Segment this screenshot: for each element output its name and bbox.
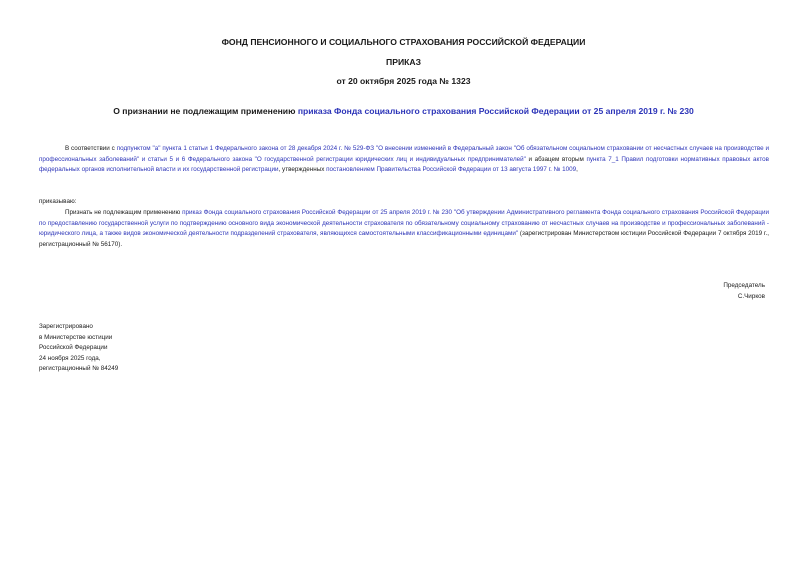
document-title xyxy=(0,106,807,117)
document-date-number: от 20 октября 2025 года № 1323 xyxy=(336,76,471,86)
registration-line: Зарегистрировано xyxy=(39,323,93,330)
registration-line: 24 ноября 2025 года, xyxy=(39,354,101,362)
title-link[interactable]: приказа Фонда социального страхования Российской Федерации от 25 апреля 2019 г. № 230 xyxy=(297,106,694,116)
basis-link-law[interactable]: подпунктом "а" пункта 1 статьи 1 Федерального закона от 28 декабря 2024 г. № 529-ФЗ "О внесении изменений в Федеральный закон "Об обязательном социальном страховании от несчастных случаев на производстве и профессиональных заболеваний" и статьи 5 и 6 Федерального закона "О государственной регистрации юридических лиц и индивидуальных предпринимателей" xyxy=(39,145,770,163)
registration-line: Российской Федерации xyxy=(39,344,108,351)
basis-link-decree[interactable]: постановлением Правительства Российской Федерации от 13 августа 1997 г. № 1009 xyxy=(326,166,577,174)
basis-link-rules[interactable]: пункта 7_1 Правил подготовки нормативных правовых актов федеральных органов исполнительной власти и их государственной регистрации xyxy=(39,155,770,174)
main-link-order[interactable]: приказ Фонда социального страхования Российской Федерации от 25 апреля 2019 г. № 230 "Об утверждении Административного регламента Фонда социального страхования Российской Федерации по предоставлению государственной услуги по подтверждению основного вида экономической деятельности страхователя по обязательному социальному страхованию от несчастных случаев на производстве и профессиональных заболеваний - юридического лица, а также видов экономической деятельности подразделений страхователя, являющихся самостоятельными классификационными единицами" xyxy=(39,209,769,238)
signer-title: Председатель xyxy=(723,282,765,289)
orders-word: приказываю: xyxy=(39,198,77,205)
basis-text-4: , xyxy=(576,166,578,174)
basis-paragraph xyxy=(39,144,769,176)
main-paragraph xyxy=(39,208,769,250)
basis-text-1: В соответствии с xyxy=(65,145,117,152)
main-text-2: (зарегистрирован Министерством юстиции Российской Федерации 7 октября 2019 г., регистрационный № 56170). xyxy=(39,230,769,248)
registration-line: регистрационный № 84249 xyxy=(39,365,119,372)
main-text-1: Признать не подлежащим применению xyxy=(65,209,183,216)
basis-text-2: и абзацем вторым xyxy=(525,155,587,163)
organization-name: ФОНД ПЕНСИОННОГО И СОЦИАЛЬНОГО СТРАХОВАНИЯ РОССИЙСКОЙ ФЕДЕРАЦИИ xyxy=(221,37,586,47)
title-prefix: О признании не подлежащим применению xyxy=(113,106,298,116)
basis-text-3: , утвержденных xyxy=(278,166,327,174)
document-type: ПРИКАЗ xyxy=(386,57,421,67)
signer-name: С.Чирков xyxy=(737,293,765,300)
registration-line: в Министерстве юстиции xyxy=(39,333,113,341)
